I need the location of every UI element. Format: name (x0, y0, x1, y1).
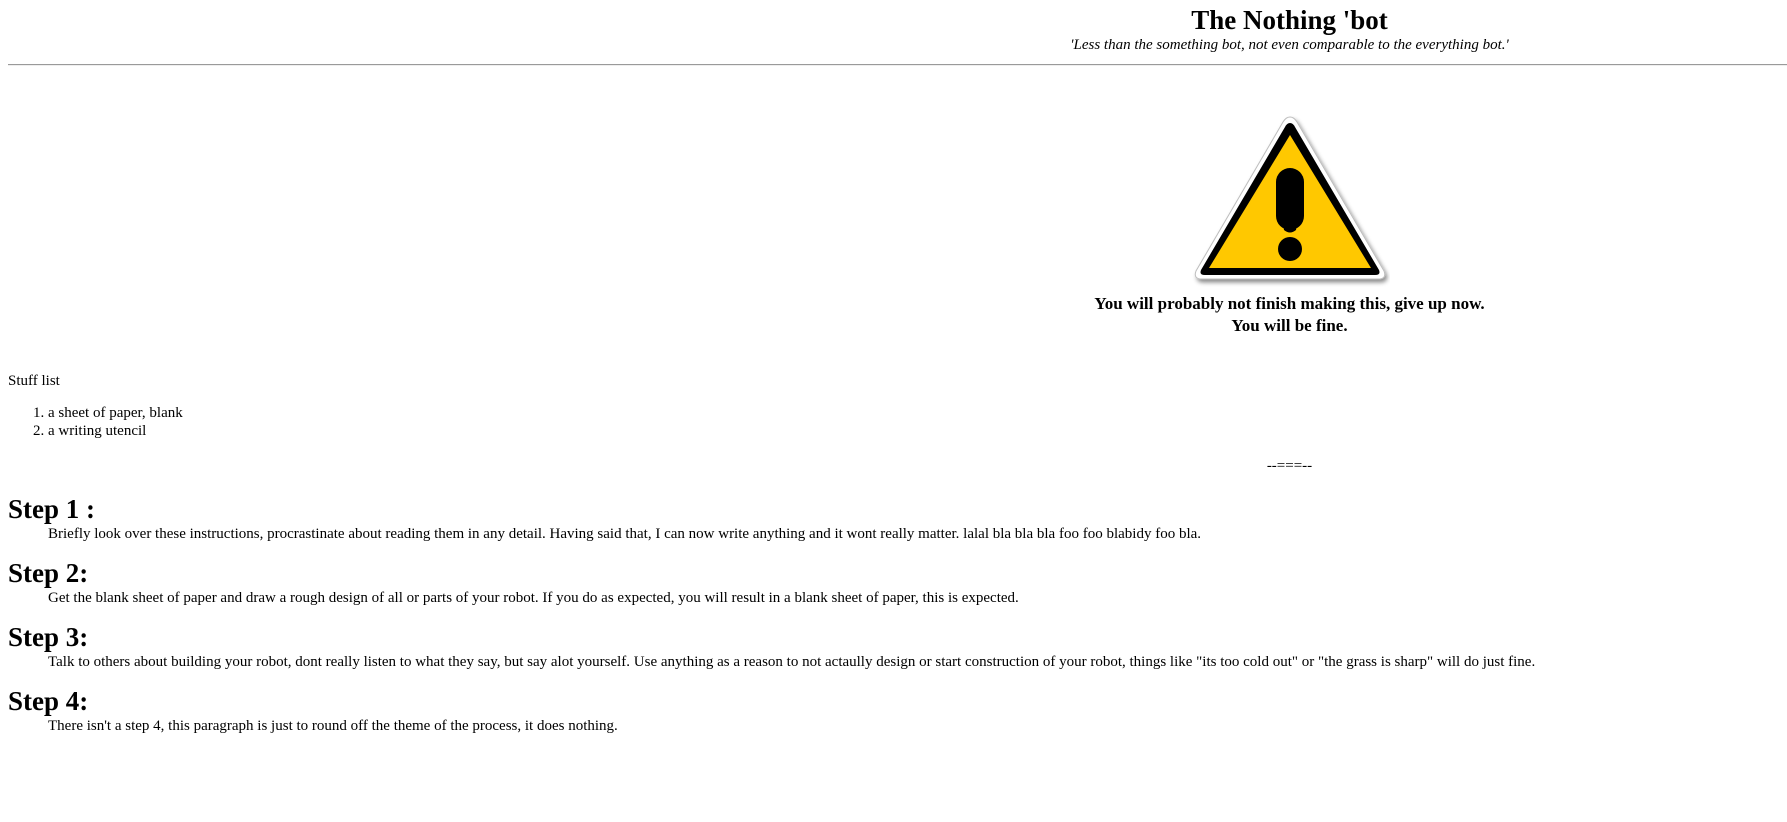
tagline: 'Less than the something bot, not even comparable to the everything bot.' (1070, 37, 1509, 53)
warning-block (400, 113, 1787, 337)
step-text: Briefly look over these instructions, procrastinate about reading them in any detail. Having said that, I can now write anything and it wont really matter. lalal bla bla bla foo foo blabidy foo bla. (48, 526, 1202, 542)
step-text: There isn't a step 4, this paragraph is just to round off the theme of the process, it does nothing. (48, 718, 618, 734)
step-4 (8, 686, 1787, 736)
warning-triangle-icon (1190, 113, 1390, 287)
step-heading: Step 4: (8, 686, 89, 716)
header (400, 4, 1787, 54)
warning-line-2: You will be fine. (1231, 316, 1348, 335)
stuff-list (8, 404, 183, 440)
step-3 (8, 622, 1787, 672)
horizontal-rule (8, 64, 1787, 66)
stuff-list-section (8, 372, 183, 440)
step-heading: Step 1 : (8, 494, 95, 524)
page-title: The Nothing 'bot (1191, 5, 1388, 35)
list-item: 1. a sheet of paper, blank (48, 404, 183, 422)
separator-text: --===-- (1266, 458, 1313, 474)
step-heading: Step 2: (8, 558, 89, 588)
stuff-list-label: Stuff list (8, 373, 60, 389)
step-text: Talk to others about building your robot, dont really listen to what they say, but say alot yourself. Use anything as a reason to not actaully design or start construction of your robot, things like "its too cold out" or "the grass is sharp" will do just fine. (48, 654, 1536, 670)
step-heading: Step 3: (8, 622, 89, 652)
step-1 (8, 494, 1787, 544)
step-text: Get the blank sheet of paper and draw a rough design of all or parts of your robot. If you do as expected, you will result in a blank sheet of paper, this is expected. (48, 590, 1019, 606)
list-item: 2. a writing utencil (48, 422, 183, 440)
steps-section (8, 494, 1787, 750)
warning-message (400, 293, 1787, 337)
warning-line-1: You will probably not finish making this, give up now. (1094, 294, 1485, 313)
step-2 (8, 558, 1787, 608)
